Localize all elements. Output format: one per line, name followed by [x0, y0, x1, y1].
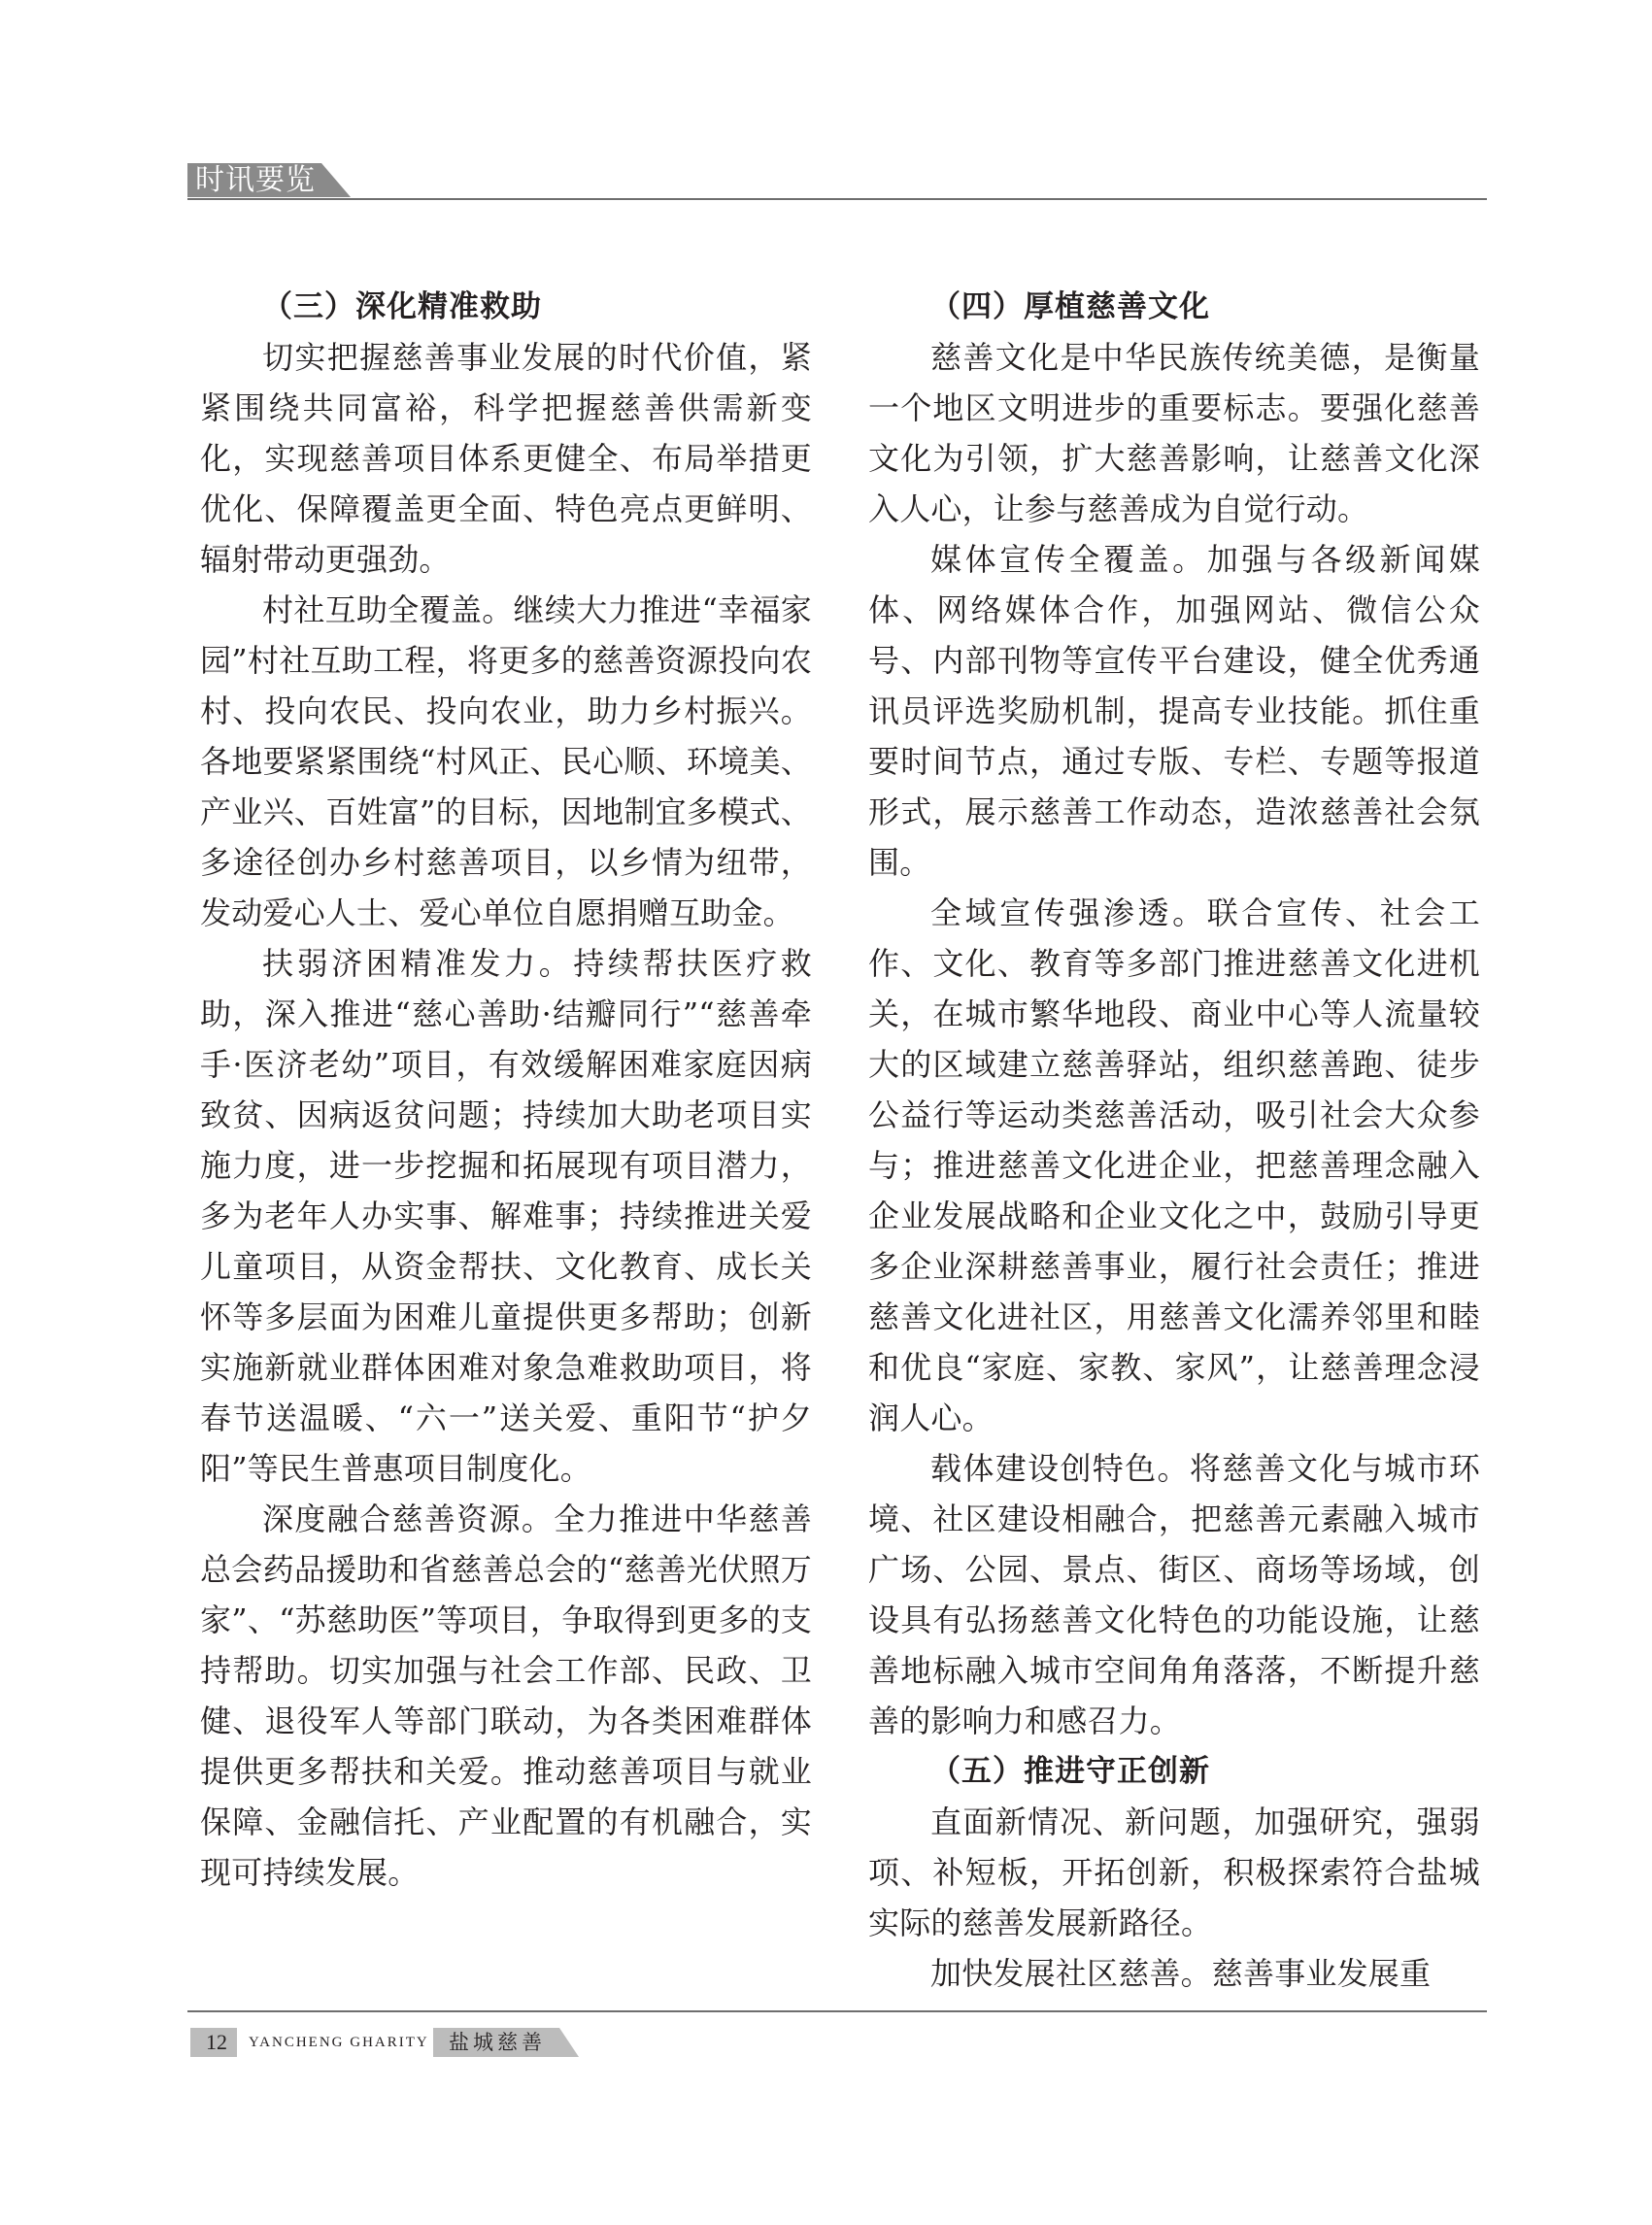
section-heading-5: （五）推进守正创新 [930, 1754, 1210, 1789]
right-column [868, 282, 1480, 1999]
publication-name-en: YANCHENG GHARITY [249, 2035, 429, 2050]
paragraph: 扶弱济困精准发力。持续帮扶医疗救助，深入推进“慈心善助·结瓣同行”“慈善牵手·医济老幼”项目，有效缓解困难家庭因病致贫、因病返贫问题；持续加大助老项目实施力度，进一步挖掘和拓展现有项目潜力，多为老年人办实事、解难事；持续推进关爱儿童项目，从资金帮扶、文化教育、成长关怀等多层面为困难儿童提供更多帮助；创新实施新就业群体困难对象急难救助项目，将春节送温暖、“六一”送关爱、重阳节“护夕阳”等民生普惠项目制度化。 [200, 945, 812, 1487]
section-heading-3: （三）深化精准救助 [262, 289, 542, 324]
paragraph: 加快发展社区慈善。慈善事业发展重 [930, 1955, 1432, 1992]
paragraph: 深度融合慈善资源。全力推进中华慈善总会药品援助和省慈善总会的“慈善光伏照万家”、“苏慈助医”等项目，争取得到更多的支持帮助。切实加强与社会工作部、民政、卫健、退役军人等部门联动，为各类困难群体提供更多帮扶和关爱。推动慈善项目与就业保障、金融信托、产业配置的有机融合，实现可持续发展。 [200, 1500, 812, 1891]
left-column [200, 282, 812, 1898]
section-title: 时讯要览 [195, 163, 316, 197]
section-header-tab [187, 163, 353, 197]
paragraph: 载体建设创特色。将慈善文化与城市环境、社区建设相融合，把慈善元素融入城市广场、公园、景点、街区、商场等场域，创设具有弘扬慈善文化特色的功能设施，让慈善地标融入城市空间角角落落，不断提升慈善的影响力和感召力。 [868, 1450, 1480, 1739]
section-heading-4: （四）厚植慈善文化 [930, 289, 1210, 324]
header-divider [187, 198, 1487, 200]
paragraph: 媒体宣传全覆盖。加强与各级新闻媒体、网络媒体合作，加强网站、微信公众号、内部刊物等宣传平台建设，健全优秀通讯员评选奖励机制，提高专业技能。抓住重要时间节点，通过专版、专栏、专题等报道形式，展示慈善工作动态，造浓慈善社会氛围。 [868, 541, 1480, 881]
paragraph: 切实把握慈善事业发展的时代价值，紧紧围绕共同富裕，科学把握慈善供需新变化，实现慈善项目体系更健全、布局举措更优化、保障覆盖更全面、特色亮点更鲜明、辐射带动更强劲。 [200, 339, 812, 578]
paragraph: 全域宣传强渗透。联合宣传、社会工作、文化、教育等多部门推进慈善文化进机关，在城市繁华地段、商业中心等人流量较大的区域建立慈善驿站，组织慈善跑、徒步公益行等运动类慈善活动，吸引社会大众参与；推进慈善文化进企业，把慈善理念融入企业发展战略和企业文化之中，鼓励引导更多企业深耕慈善事业，履行社会责任；推进慈善文化进社区，用慈善文化濡养邻里和睦和优良“家庭、家教、家风”，让慈善理念浸润人心。 [868, 894, 1480, 1436]
footer-bar [190, 2028, 579, 2057]
paragraph: 直面新情况、新问题，加强研究，强弱项、补短板，开拓创新，积极探索符合盐城实际的慈善发展新路径。 [868, 1804, 1480, 1941]
publication-name-cn: 盐城慈善 [449, 2031, 546, 2054]
footer-divider [187, 2010, 1487, 2012]
paragraph: 村社互助全覆盖。继续大力推进“幸福家园”村社互助工程，将更多的慈善资源投向农村、投向农民、投向农业，助力乡村振兴。各地要紧紧围绕“村风正、民心顺、环境美、产业兴、百姓富”的目标，因地制宜多模式、多途径创办乡村慈善项目，以乡情为纽带，发动爱心人士、爱心单位自愿捐赠互助金。 [200, 591, 812, 931]
paragraph: 慈善文化是中华民族传统美德，是衡量一个地区文明进步的重要标志。要强化慈善文化为引领，扩大慈善影响，让慈善文化深入人心，让参与慈善成为自觉行动。 [868, 339, 1480, 527]
page-number: 12 [206, 2030, 227, 2054]
